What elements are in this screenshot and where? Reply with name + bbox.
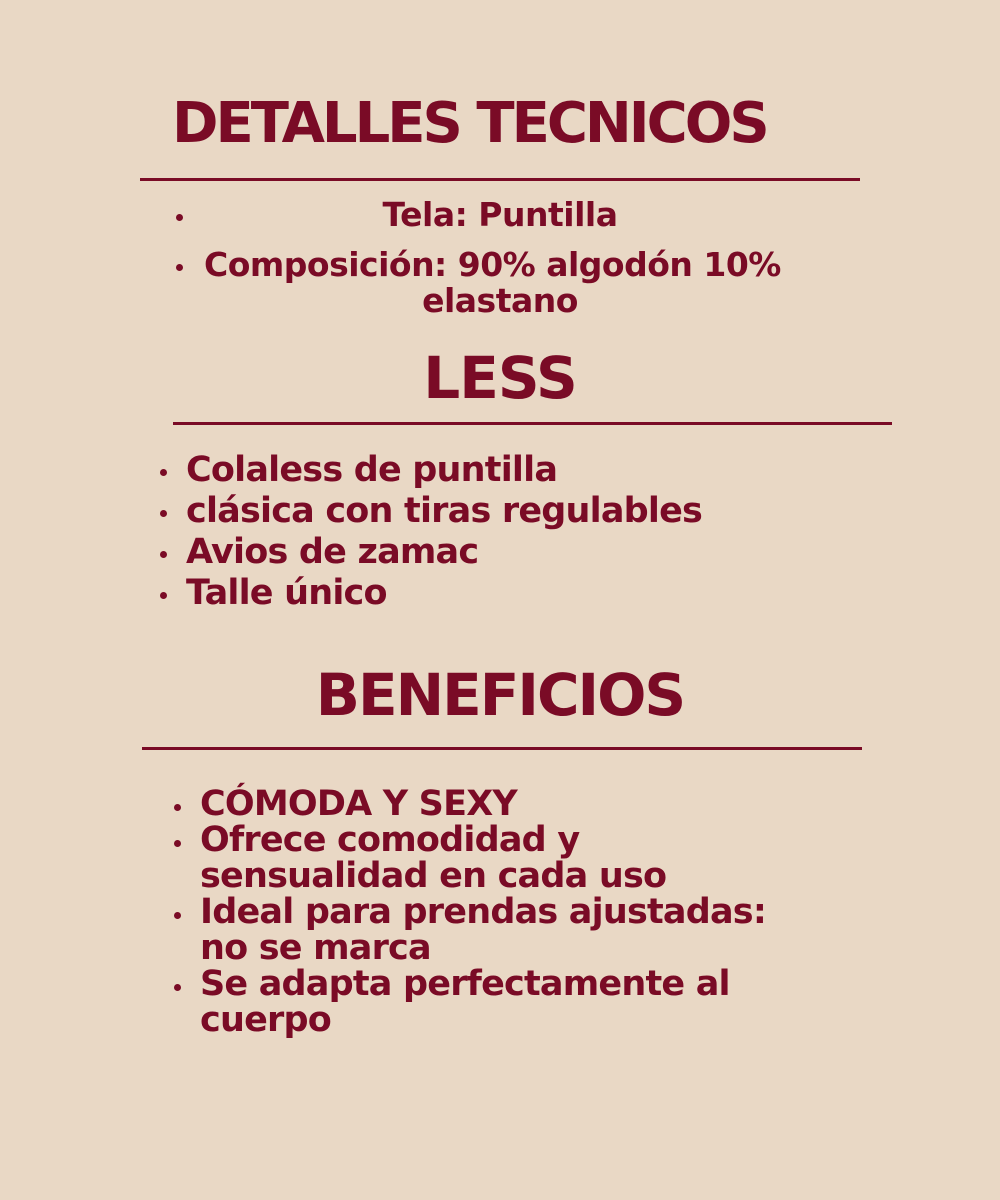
- list-item: [160, 532, 702, 573]
- beneficios-heading: BENEFICIOS: [315, 661, 685, 729]
- list-item: [174, 894, 766, 966]
- list-item: [0, 240, 1000, 320]
- list-item: [160, 450, 702, 491]
- list-item: [160, 491, 702, 532]
- list-item-text-continued: cuerpo: [200, 1000, 331, 1040]
- list-item: [160, 573, 702, 614]
- list-item-text: Ofrece comodidad y: [200, 820, 580, 860]
- bullet-icon: [160, 469, 167, 476]
- beneficios-list: [174, 786, 766, 1038]
- bullet-icon: [174, 804, 181, 811]
- list-item-text-continued: sensualidad en cada uso: [200, 856, 667, 896]
- less-divider: [173, 422, 892, 425]
- list-item: [174, 966, 766, 1038]
- beneficios-divider: [142, 747, 862, 750]
- detalles-divider: [140, 178, 860, 181]
- less-heading: LESS: [423, 344, 577, 412]
- list-item: [174, 822, 766, 894]
- bullet-icon: [174, 912, 181, 919]
- bullet-icon: [174, 984, 181, 991]
- list-item-text: clásica con tiras regulables: [186, 491, 703, 531]
- detalles-list: [0, 196, 1000, 320]
- list-item: [0, 196, 1000, 240]
- list-item: [174, 786, 766, 822]
- bullet-icon: [160, 592, 167, 599]
- tela-text: Tela: Puntilla: [382, 195, 618, 234]
- detalles-tecnicos-heading: DETALLES TECNICOS: [172, 91, 767, 156]
- list-item-text: CÓMODA Y SEXY: [200, 784, 517, 824]
- list-item-text-continued: no se marca: [200, 928, 431, 968]
- bullet-icon: [176, 264, 183, 271]
- less-list: [160, 450, 702, 614]
- list-item-text: Avios de zamac: [186, 532, 479, 572]
- composicion-text-continued: elastano: [422, 281, 578, 320]
- list-item-text: Talle único: [186, 573, 387, 613]
- list-item-text: Colaless de puntilla: [186, 450, 558, 490]
- list-item-text: Ideal para prendas ajustadas:: [200, 892, 767, 932]
- list-item-text: Se adapta perfectamente al: [200, 964, 730, 1004]
- bullet-icon: [160, 551, 167, 558]
- bullet-icon: [174, 840, 181, 847]
- bullet-icon: [160, 510, 167, 517]
- composicion-text: Composición: 90% algodón 10%: [204, 245, 781, 284]
